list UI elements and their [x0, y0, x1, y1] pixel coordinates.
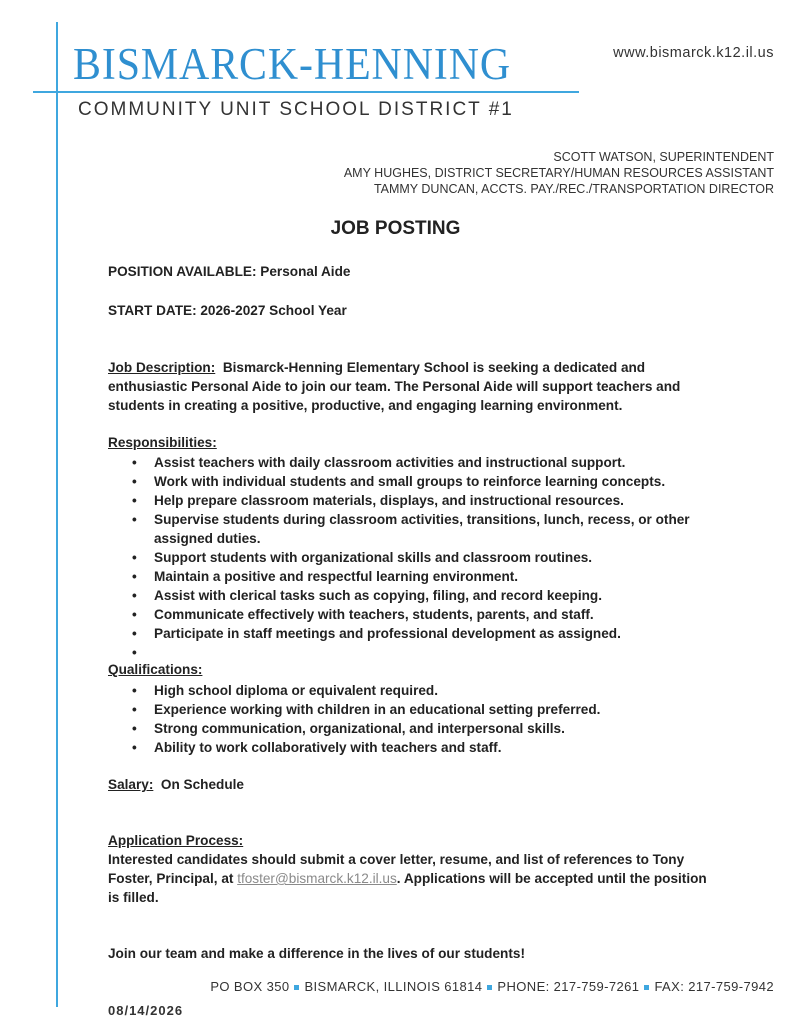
bullet-icon: • [132, 455, 137, 470]
footer-fax: FAX: 217-759-7942 [654, 979, 774, 994]
qualifications-list [108, 681, 718, 757]
staff-superintendent: SCOTT WATSON, SUPERINTENDENT [553, 150, 774, 164]
bullet-icon: • [132, 645, 137, 660]
qualifications-label: Qualifications: [108, 662, 203, 677]
application-heading [108, 833, 243, 848]
bullet-icon: • [132, 588, 137, 603]
separator-square-icon [644, 985, 649, 990]
list-item: • Support students with organizational skills and classroom routines. [132, 550, 593, 565]
footer-contact [210, 979, 774, 994]
bullet-icon: • [132, 550, 137, 565]
separator-square-icon [487, 985, 492, 990]
list-item: • Supervise students during classroom activities, transitions, lunch, recess, or other assigned duties. [132, 512, 690, 546]
bullet-icon: • [132, 683, 137, 698]
responsibilities-label: Responsibilities: [108, 435, 217, 450]
start-date: START DATE: 2026-2027 School Year [108, 303, 347, 318]
list-item: • Participate in staff meetings and professional development as assigned. [132, 626, 621, 641]
job-description-label: Job Description: [108, 360, 216, 375]
list-item: • Work with individual students and small groups to reinforce learning concepts. [132, 474, 666, 489]
responsibilities-list [108, 453, 718, 662]
posting-date: 08/14/2026 [108, 1003, 184, 1018]
list-item: • High school diploma or equivalent required. [132, 683, 438, 698]
staff-director: TAMMY DUNCAN, ACCTS. PAY./REC./TRANSPORTATION DIRECTOR [373, 182, 774, 196]
application-text-before: Interested candidates should submit a cover letter, resume, and list of references to Tony Foster, Principal, at [108, 852, 685, 886]
footer-po-box: PO BOX 350 [210, 979, 290, 994]
bullet-icon: • [132, 512, 137, 527]
qualifications-heading [108, 662, 202, 677]
letterhead-horizontal-rule [33, 91, 579, 93]
list-item: • Communicate effectively with teachers, students, parents, and staff. [132, 607, 594, 622]
application-text-after: . Applications will be accepted until the position is filled. [108, 871, 707, 905]
bullet-icon: • [132, 474, 137, 489]
staff-list [344, 149, 774, 197]
job-description [108, 358, 708, 415]
list-item: • Strong communication, organizational, and interpersonal skills. [132, 721, 565, 736]
application-label: Application Process: [108, 833, 244, 848]
bullet-icon: • [132, 702, 137, 717]
list-item: • Assist teachers with daily classroom activities and instructional support. [132, 455, 626, 470]
salary [108, 777, 244, 792]
list-item [108, 643, 718, 662]
closing-statement: Join our team and make a difference in the lives of our students! [108, 946, 525, 961]
page-title: JOB POSTING [330, 218, 461, 239]
position-available: POSITION AVAILABLE: Personal Aide [108, 264, 351, 279]
bullet-icon: • [132, 493, 137, 508]
website-link[interactable]: www.bismarck.k12.il.us [613, 45, 774, 61]
separator-square-icon [294, 985, 299, 990]
bullet-icon: • [132, 740, 137, 755]
bullet-icon: • [132, 626, 137, 641]
district-logo-text: BISMARCK-HENNING [73, 39, 512, 89]
bullet-icon: • [132, 607, 137, 622]
list-item: • Experience working with children in an educational setting preferred. [132, 702, 601, 717]
bullet-icon: • [132, 569, 137, 584]
district-name: COMMUNITY UNIT SCHOOL DISTRICT #1 [78, 99, 514, 120]
list-item: • Help prepare classroom materials, displays, and instructional resources. [132, 493, 624, 508]
letterhead-vertical-rule [56, 22, 58, 1007]
staff-secretary: AMY HUGHES, DISTRICT SECRETARY/HUMAN RESOURCES ASSISTANT [343, 166, 774, 180]
list-item: • Assist with clerical tasks such as copying, filing, and record keeping. [132, 588, 602, 603]
salary-label: Salary: [108, 777, 154, 792]
list-item: • Ability to work collaboratively with teachers and staff. [132, 740, 502, 755]
footer-phone: PHONE: 217-759-7261 [497, 979, 640, 994]
list-item: • Maintain a positive and respectful learning environment. [132, 569, 519, 584]
footer-city: BISMARCK, ILLINOIS 61814 [304, 979, 483, 994]
salary-value: On Schedule [160, 777, 244, 792]
application-text [108, 850, 718, 907]
responsibilities-heading [108, 435, 217, 450]
bullet-icon: • [132, 721, 137, 736]
job-description-text: Bismarck-Henning Elementary School is seeking a dedicated and enthusiastic Personal Aide to join our team. The Personal Aide will support teachers and students in creating a positive, productive, and engaging learning environment. [108, 360, 681, 413]
email-link[interactable]: tfoster@bismarck.k12.il.us [237, 871, 397, 886]
